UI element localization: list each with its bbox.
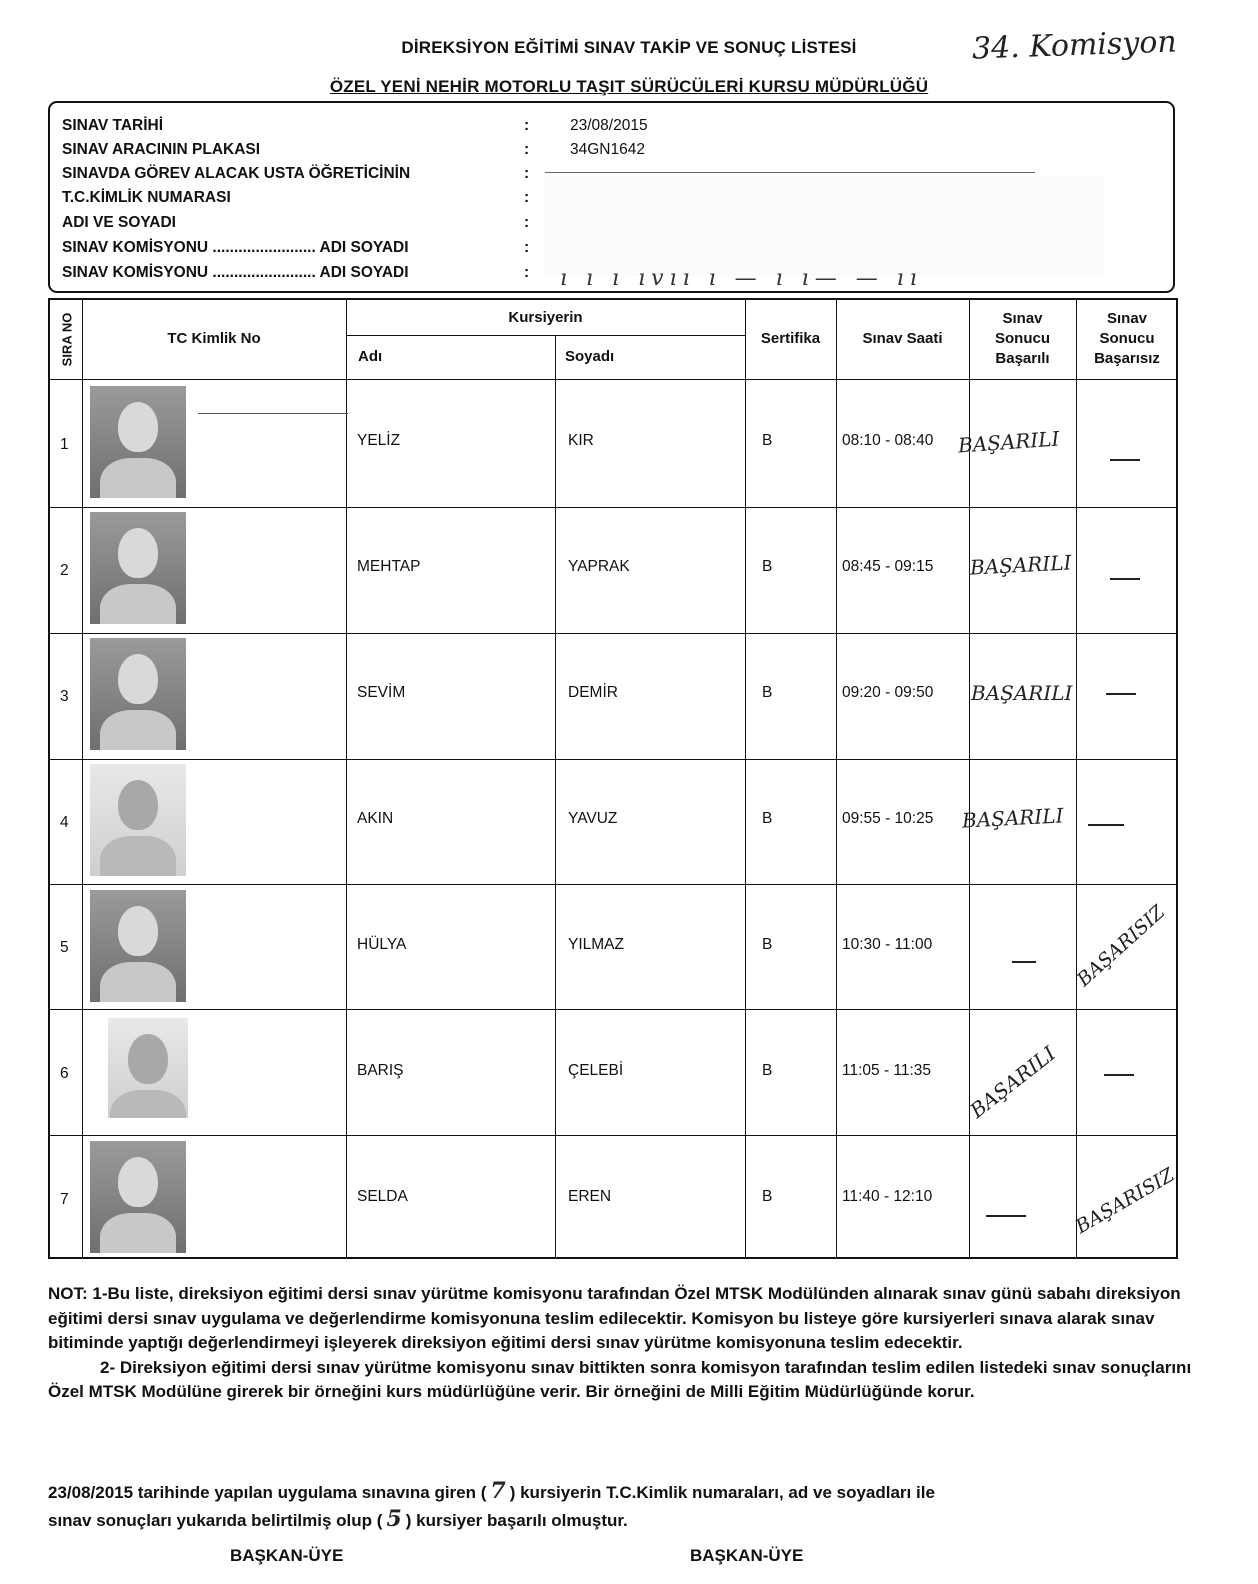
header-kursiyerin: Kursiyerin bbox=[508, 308, 583, 326]
info-label-commission-2: SINAV KOMİSYONU ........................ ADI SOYADI bbox=[62, 264, 409, 281]
cell-adi: SEVİM bbox=[357, 684, 406, 701]
table-divider bbox=[48, 379, 1178, 380]
result-passed-dash bbox=[986, 1215, 1026, 1217]
info-colon: : bbox=[524, 214, 530, 231]
row-number: 7 bbox=[60, 1191, 69, 1208]
candidate-photo bbox=[90, 890, 186, 1002]
candidate-photo bbox=[108, 1018, 188, 1118]
tc-redaction-line bbox=[198, 413, 348, 414]
cell-saat: 11:05 - 11:35 bbox=[842, 1062, 932, 1079]
info-colon: : bbox=[524, 141, 530, 158]
summary-total-count: 7 bbox=[490, 1478, 506, 1504]
result-failed-dash bbox=[1106, 693, 1136, 695]
result-failed-dash bbox=[1110, 578, 1140, 580]
cell-sertifika: B bbox=[762, 936, 773, 953]
cell-saat: 10:30 - 11:00 bbox=[842, 936, 933, 953]
header-saat: Sınav Saati bbox=[862, 330, 943, 347]
cell-saat: 11:40 - 12:10 bbox=[842, 1188, 933, 1205]
header-sertifika: Sertifika bbox=[760, 330, 821, 347]
cell-saat: 09:20 - 09:50 bbox=[842, 684, 934, 701]
cell-sertifika: B bbox=[762, 432, 773, 449]
info-label-plate: SINAV ARACININ PLAKASI bbox=[62, 141, 261, 158]
info-underline bbox=[545, 172, 1035, 173]
cell-soyadi: YAVUZ bbox=[568, 810, 618, 827]
info-colon: : bbox=[524, 165, 530, 182]
result-passed-handwritten: BAŞARILI bbox=[965, 1041, 1061, 1123]
note-paragraph-2: 2- Direksiyon eğitimi dersi sınav yürütme komisyonu sınav bittikten sonra komisyon tarafından teslim edilen listedeki sınav sonuçlarını Özel MTSK Modülüne girerek bir örneğini kurs müdürlüğüne verir. Bir örneğini de Milli Eğitim Müdürlüğünde korur. bbox=[48, 1357, 1192, 1401]
table-divider bbox=[836, 298, 837, 1259]
signature-left: BAŞKAN-ÜYE bbox=[230, 1546, 344, 1565]
info-colon: : bbox=[524, 189, 530, 206]
cell-soyadi: EREN bbox=[568, 1188, 612, 1205]
table-divider bbox=[1076, 298, 1077, 1259]
cell-adi: HÜLYA bbox=[357, 936, 407, 953]
cell-adi: YELİZ bbox=[357, 432, 401, 449]
info-colon: : bbox=[524, 264, 530, 281]
note-paragraph-1: NOT: 1-Bu liste, direksiyon eğitimi dersi sınav yürütme komisyonu tarafından Özel MTSK Modülünden alınarak sınav günü sabahı direksiyon eğitimi dersi sınav uygulama ve değerlendirme komisyonuna teslim edilecektir. Komisyon bu listeye göre kursiyerleri sınava alarak sınav bitiminde yaptığı değerlendirmeyi işleyerek direksiyon eğitimi dersi sınav yürütme komisyonuna teslim edecektir. bbox=[48, 1284, 1181, 1352]
row-number: 5 bbox=[60, 939, 69, 956]
header-basarisiz: Sınav Sonucu Başarısız bbox=[1094, 310, 1160, 367]
table-divider bbox=[48, 1135, 1178, 1136]
info-label-tc: T.C.KİMLİK NUMARASI bbox=[62, 189, 231, 206]
handwritten-scribble: ı ı ı ıvıı ı — ı ı— — ıı bbox=[560, 266, 923, 291]
row-number: 2 bbox=[60, 562, 69, 579]
summary-text: 23/08/2015 tarihinde yapılan uygulama sınavına giren ( bbox=[48, 1483, 487, 1502]
table-divider bbox=[48, 507, 1178, 508]
table-divider bbox=[48, 1009, 1178, 1010]
cell-adi: AKIN bbox=[357, 810, 394, 827]
table-divider bbox=[555, 335, 556, 1259]
result-passed-handwritten: BAŞARILI bbox=[961, 803, 1064, 833]
info-label-instructor: SINAVDA GÖREV ALACAK USTA ÖĞRETİCİNİN bbox=[62, 165, 411, 182]
result-failed-dash bbox=[1104, 1074, 1134, 1076]
header-basarili: Sınav Sonucu Başarılı bbox=[995, 310, 1050, 367]
info-colon: : bbox=[524, 239, 530, 256]
header-adi: Adı bbox=[358, 348, 383, 365]
cell-saat: 08:10 - 08:40 bbox=[842, 432, 934, 449]
cell-sertifika: B bbox=[762, 558, 773, 575]
candidate-photo bbox=[90, 386, 186, 498]
cell-soyadi: ÇELEBİ bbox=[568, 1062, 624, 1079]
cell-soyadi: YAPRAK bbox=[568, 558, 630, 575]
cell-sertifika: B bbox=[762, 684, 773, 701]
result-passed-handwritten: BAŞARILI bbox=[971, 681, 1073, 705]
result-failed-dash bbox=[1110, 459, 1140, 461]
row-number: 6 bbox=[60, 1065, 69, 1082]
table-divider bbox=[48, 759, 1178, 760]
candidate-photo bbox=[90, 1141, 186, 1253]
info-label-exam-date: SINAV TARİHİ bbox=[62, 117, 164, 134]
info-value-plate: 34GN1642 bbox=[570, 141, 645, 158]
cell-sertifika: B bbox=[762, 810, 773, 827]
result-passed-handwritten: BAŞARILI bbox=[957, 426, 1061, 458]
summary-passed-count: 5 bbox=[386, 1506, 402, 1532]
cell-saat: 08:45 - 09:15 bbox=[842, 558, 934, 575]
cell-sertifika: B bbox=[762, 1188, 773, 1205]
info-value-exam-date: 23/08/2015 bbox=[570, 117, 648, 134]
summary-statement bbox=[48, 1478, 1198, 1534]
cell-soyadi: KIR bbox=[568, 432, 594, 449]
header-tc: TC Kimlik No bbox=[167, 330, 261, 347]
row-number: 3 bbox=[60, 688, 69, 705]
summary-text: ) kursiyer başarılı olmuştur. bbox=[405, 1511, 628, 1530]
cell-sertifika: B bbox=[762, 1062, 773, 1079]
document-title: DİREKSİYON EĞİTİMİ SINAV TAKİP VE SONUÇ LİSTESİ bbox=[401, 38, 857, 57]
info-colon: : bbox=[524, 117, 530, 134]
row-number: 1 bbox=[60, 436, 69, 453]
candidate-photo bbox=[90, 638, 186, 750]
institution-name: ÖZEL YENİ NEHİR MOTORLU TAŞIT SÜRÜCÜLERİ KURSU MÜDÜRLÜĞÜ bbox=[329, 77, 929, 96]
cell-adi: MEHTAP bbox=[357, 558, 421, 575]
summary-text: sınav sonuçları yukarıda belirtilmiş olup ( bbox=[48, 1511, 383, 1530]
result-passed-dash bbox=[1012, 961, 1036, 963]
info-label-name: ADI VE SOYADI bbox=[62, 214, 176, 231]
result-failed-dash bbox=[1088, 824, 1124, 826]
candidate-photo bbox=[90, 764, 186, 876]
info-label-commission-1: SINAV KOMİSYONU ........................ ADI SOYADI bbox=[62, 239, 409, 256]
cell-adi: BARIŞ bbox=[357, 1062, 404, 1079]
table-divider bbox=[82, 298, 83, 1259]
table-divider bbox=[48, 884, 1178, 885]
header-soyadi: Soyadı bbox=[565, 348, 615, 365]
table-divider bbox=[745, 298, 746, 1259]
result-passed-handwritten: BAŞARILI bbox=[969, 550, 1072, 580]
table-divider bbox=[346, 298, 347, 1259]
cell-saat: 09:55 - 10:25 bbox=[842, 810, 934, 827]
signature-right: BAŞKAN-ÜYE bbox=[690, 1546, 804, 1565]
row-number: 4 bbox=[60, 814, 69, 831]
cell-soyadi: DEMİR bbox=[568, 684, 618, 701]
candidate-photo bbox=[90, 512, 186, 624]
handwritten-commission-note: 34. Komisyon bbox=[971, 24, 1178, 67]
note-section bbox=[48, 1282, 1198, 1405]
result-failed-handwritten: BAŞARISIZ bbox=[1072, 901, 1170, 991]
cell-adi: SELDA bbox=[357, 1188, 408, 1205]
result-failed-handwritten: BAŞARISIZ bbox=[1071, 1163, 1179, 1239]
table-divider bbox=[48, 633, 1178, 634]
cell-soyadi: YILMAZ bbox=[568, 936, 624, 953]
redacted-area bbox=[544, 176, 1104, 276]
summary-text: ) kursiyerin T.C.Kimlik numaraları, ad ve soyadları ile bbox=[509, 1483, 935, 1502]
header-sira-no: SIRA NO bbox=[59, 312, 75, 366]
